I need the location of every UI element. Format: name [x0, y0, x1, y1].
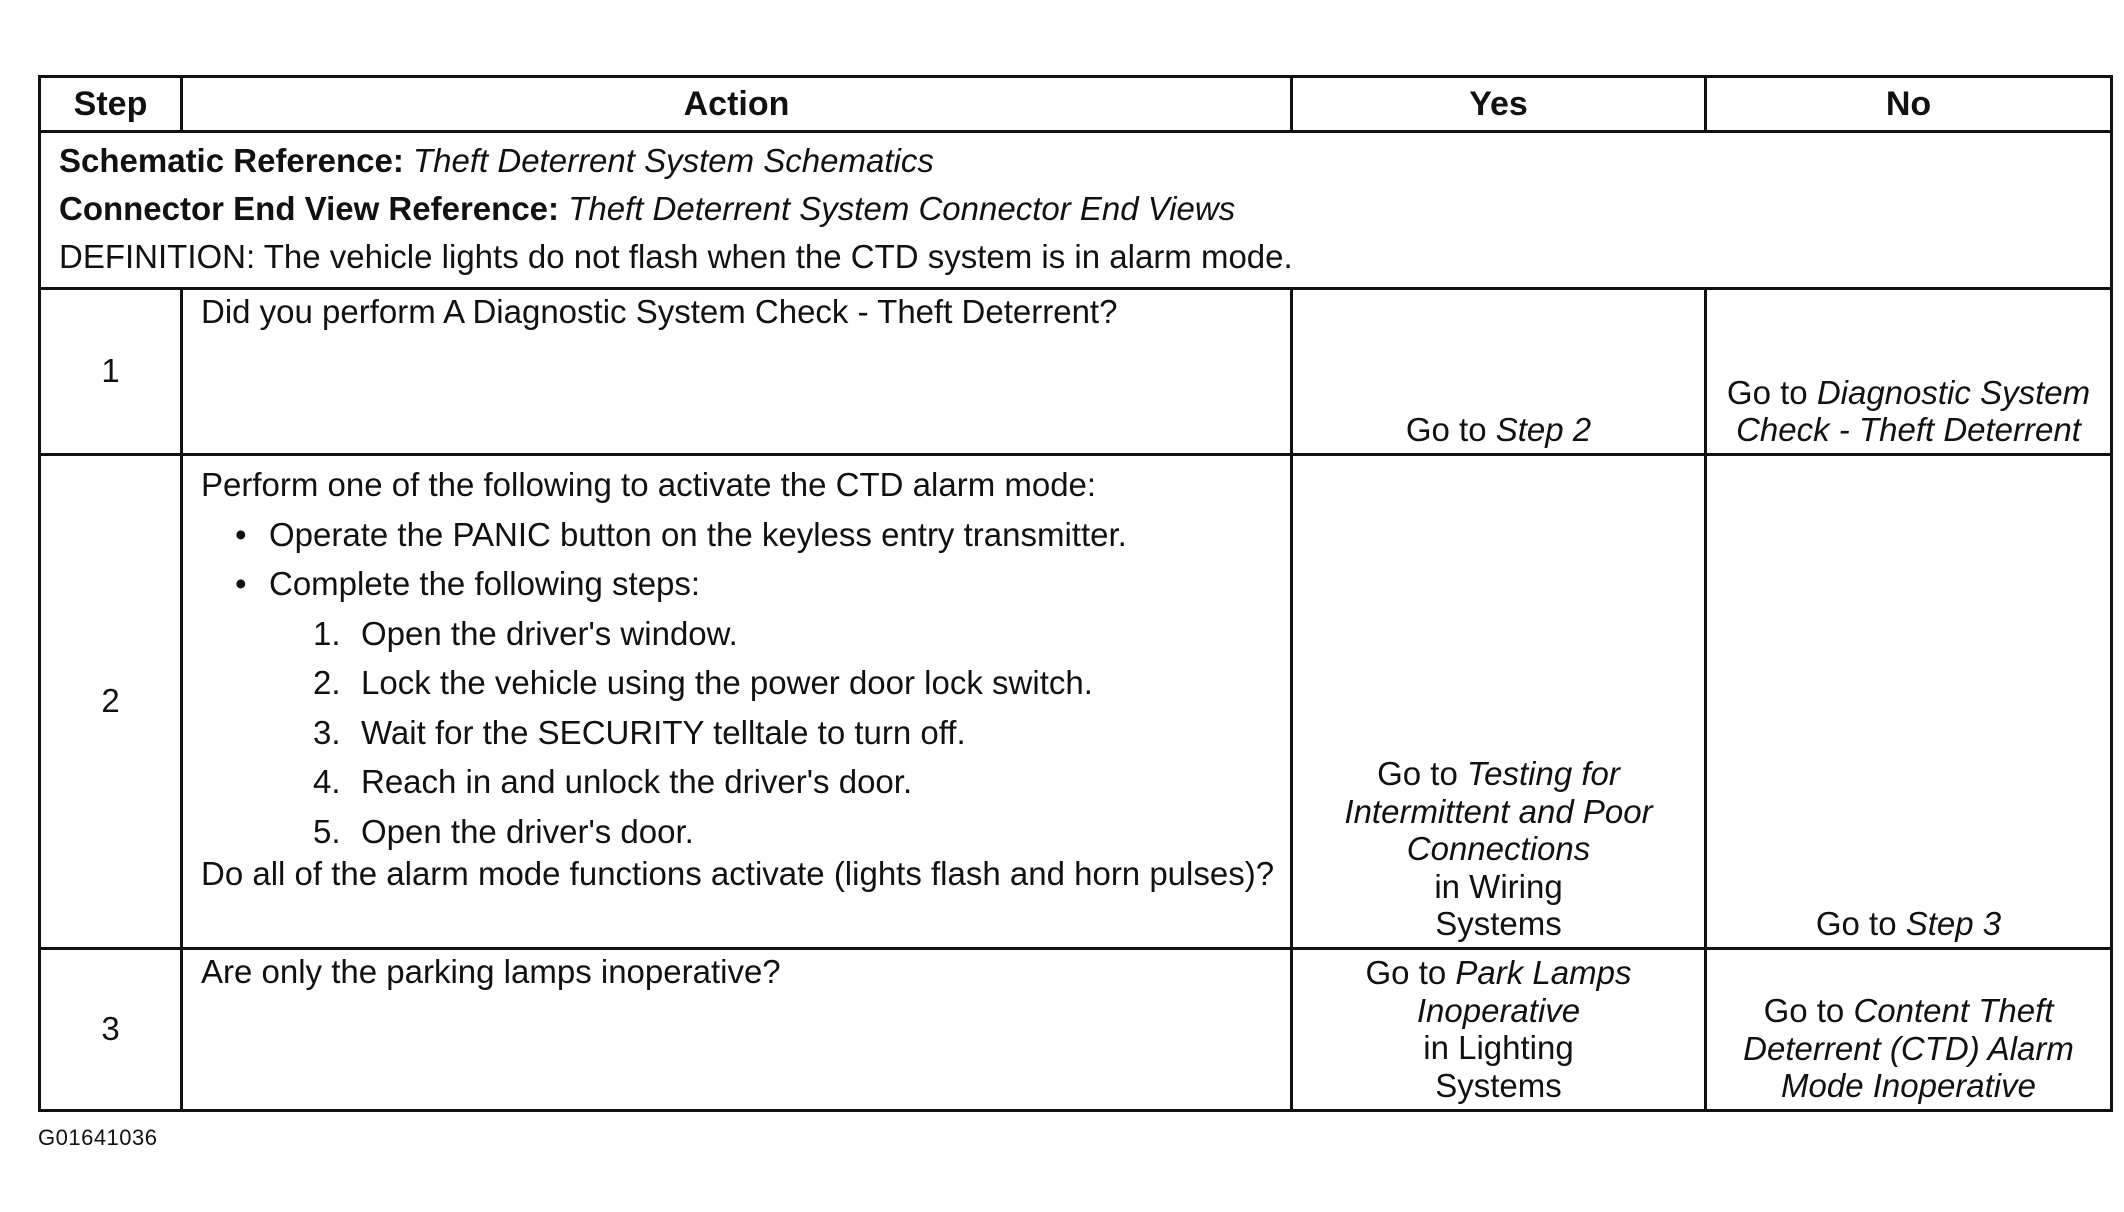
list-item: • Operate the PANIC button on the keyless entry transmitter.	[235, 515, 1127, 553]
yes-cell	[1292, 949, 1706, 1111]
action-text: Did you perform A Diagnostic System Check - Theft Deterrent?	[201, 293, 1118, 330]
reference-row	[40, 132, 2112, 289]
schematic-reference-link[interactable]: Theft Deterrent System Schematics	[413, 142, 934, 179]
step-number: 1	[40, 289, 182, 455]
no-prefix: Go to	[1763, 992, 1854, 1030]
no-prefix: Go to	[1726, 373, 1817, 411]
header-yes: Yes	[1292, 77, 1706, 132]
yes-link[interactable]: Step 2	[1495, 411, 1592, 449]
list-item: • Complete the following steps:	[235, 565, 701, 602]
diagnostic-table	[38, 75, 2113, 1112]
action-cell	[182, 949, 1292, 1111]
no-cell	[1706, 455, 2112, 949]
connector-reference-link[interactable]: Theft Deterrent System Connector End Views	[568, 189, 1236, 227]
table-row	[40, 949, 2112, 1111]
action-intro: Perform one of the following to activate the CTD alarm mode:	[201, 466, 1097, 503]
action-cell	[182, 455, 1292, 949]
no-link[interactable]: Step 3	[1905, 905, 2002, 943]
no-link[interactable]: Diagnostic System Check - Theft Deterrent	[1736, 373, 2091, 449]
connector-reference	[59, 185, 2092, 233]
no-prefix: Go to	[1815, 905, 1906, 943]
step-number: 3	[40, 949, 182, 1111]
definition-text: DEFINITION: The vehicle lights do not flash when the CTD system is in alarm mode.	[59, 237, 1293, 275]
header-step: Step	[40, 77, 182, 132]
table-row	[40, 289, 2112, 455]
list-item: 2. Lock the vehicle using the power door lock switch.	[313, 664, 1093, 701]
list-item: 3. Wait for the SECURITY telltale to turn off.	[313, 713, 966, 751]
yes-suffix: in Lighting	[1423, 1029, 1574, 1067]
yes-prefix: Go to	[1405, 411, 1496, 449]
step-number: 2	[40, 455, 182, 949]
list-item: 1. Open the driver's window.	[313, 614, 738, 652]
schematic-reference	[59, 137, 2092, 185]
no-cell	[1706, 289, 2112, 455]
figure-id: G01641036	[38, 1125, 158, 1150]
yes-link[interactable]: Park Lamps Inoperative	[1416, 954, 1632, 1029]
action-text: Are only the parking lamps inoperative?	[201, 953, 781, 990]
table-row	[40, 455, 2112, 949]
list-item: 4. Reach in and unlock the driver's door.	[313, 763, 913, 800]
header-row	[40, 77, 2112, 132]
action-cell	[182, 289, 1292, 455]
yes-link[interactable]: Testing for Intermittent and Poor Connections	[1344, 754, 1653, 868]
yes-cell	[1292, 289, 1706, 455]
yes-suffix: Systems	[1435, 905, 1562, 943]
header-action: Action	[182, 77, 1292, 132]
yes-suffix: Systems	[1435, 1066, 1562, 1104]
schematic-reference-label: Schematic Reference:	[59, 142, 404, 179]
reference-cell	[40, 132, 2112, 289]
yes-cell	[1292, 455, 1706, 949]
no-link[interactable]: Content Theft Deterrent (CTD) Alarm Mode Inoperative	[1743, 992, 2074, 1105]
yes-suffix: in Wiring	[1434, 867, 1563, 905]
action-question: Do all of the alarm mode functions activate (lights flash and horn pulses)?	[201, 855, 1275, 892]
yes-prefix: Go to	[1377, 754, 1467, 792]
no-cell	[1706, 949, 2112, 1111]
connector-reference-label: Connector End View Reference:	[59, 189, 560, 227]
list-item: 5. Open the driver's door.	[313, 812, 694, 850]
yes-prefix: Go to	[1365, 954, 1456, 991]
header-no: No	[1706, 77, 2112, 132]
